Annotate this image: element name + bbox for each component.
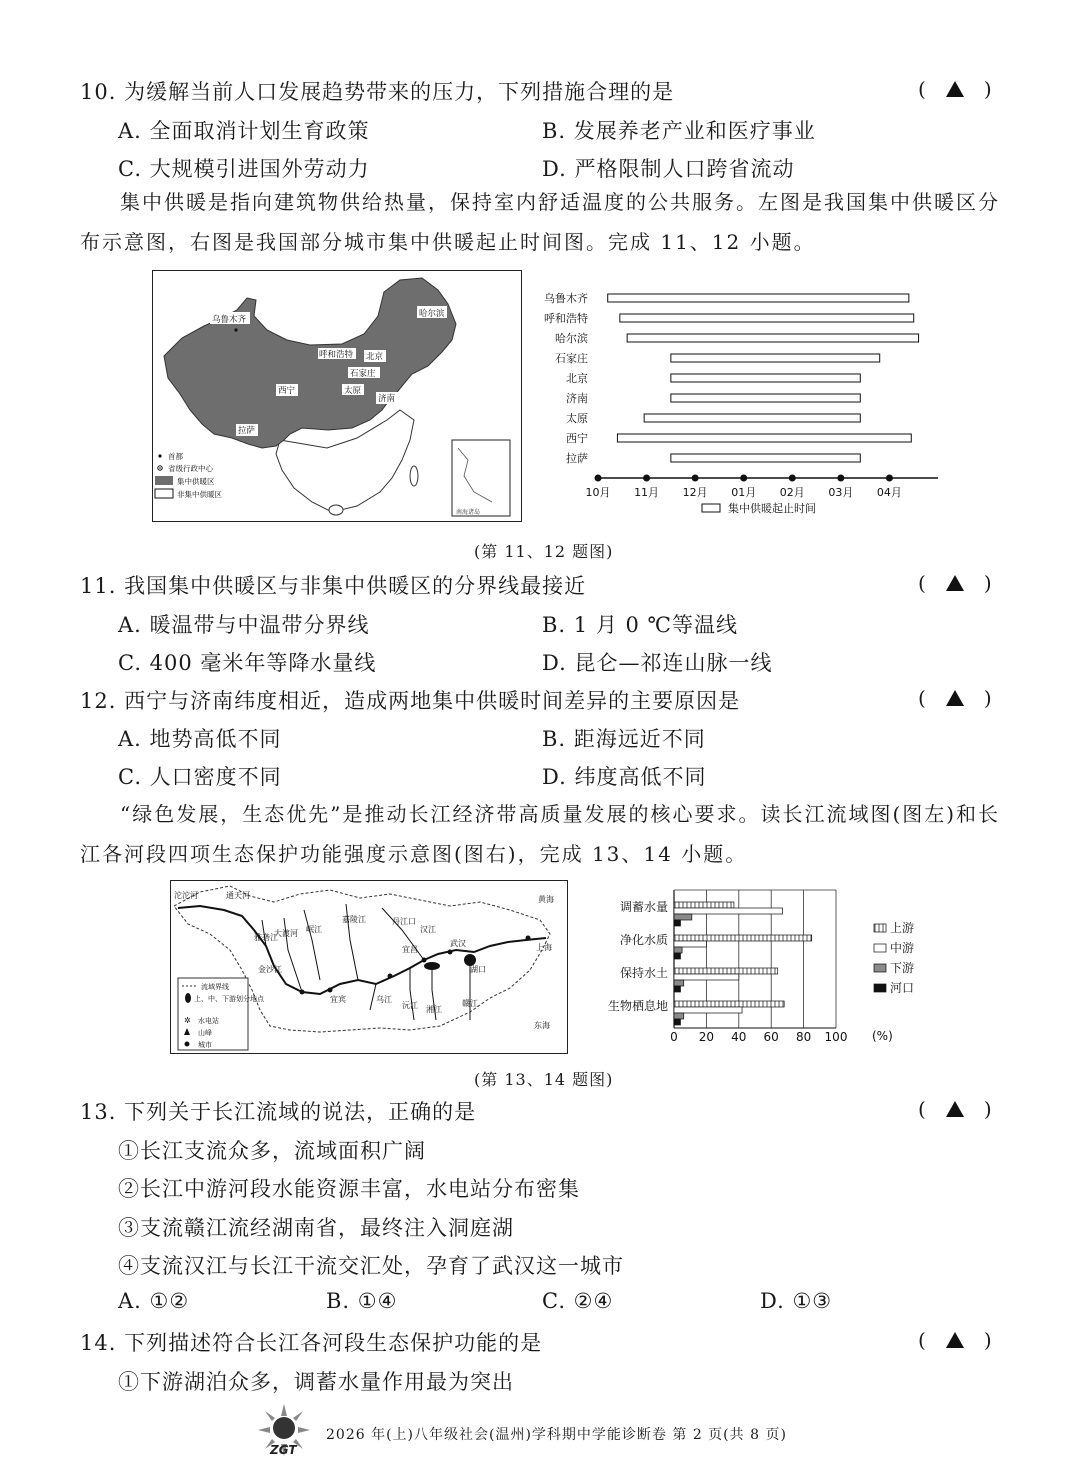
legend-nonheating: 非集中供暖区 (177, 490, 222, 499)
chart1-tick-label: 03月 (828, 486, 854, 499)
heating-zone-map (152, 270, 522, 522)
paren-open: ( (918, 686, 926, 710)
label-tuotuo: 沱沱河 (174, 891, 198, 900)
q13-option-b[interactable]: B. ①④ (326, 1289, 398, 1313)
label-tongtian: 通天河 (226, 891, 250, 900)
triangle-icon (946, 1332, 964, 1348)
chart1-tick-label: 12月 (682, 486, 708, 499)
chart2-legend-swatch (874, 924, 886, 932)
label-shanghai: 上海 (536, 943, 552, 952)
yangtze-basin-map (170, 880, 568, 1054)
q10-option-a[interactable]: A. 全面取消计划生育政策 (118, 119, 370, 143)
hainan-island (329, 505, 343, 515)
q11-option-d[interactable]: D. 昆仑—祁连山脉一线 (542, 651, 773, 675)
city-beijing: 北京 (366, 352, 384, 362)
label-yichang: 宜昌 (402, 945, 418, 954)
q12-option-d[interactable]: D. 纬度高低不同 (542, 765, 707, 789)
q12-option-a[interactable]: A. 地势高低不同 (118, 727, 282, 751)
chart2-bar (674, 1001, 784, 1007)
label-min: 岷江 (306, 925, 322, 934)
label-jialing: 嘉陵江 (342, 915, 366, 924)
chart2-legend-label: 下游 (890, 961, 915, 975)
chart1-category-label: 呼和浩特 (544, 312, 588, 325)
legend-peak: 山峰 (198, 1029, 212, 1037)
q14-item-1: ①下游湖泊众多，调蓄水量作用最为突出 (118, 1370, 514, 1394)
q14-stem: 14. 下列描述符合长江各河段生态保护功能的是 (80, 1331, 543, 1355)
q11-answer-blank[interactable] (918, 571, 992, 595)
legend-heating: 集中供暖区 (177, 477, 215, 486)
q10-option-b[interactable]: B. 发展养老产业和医疗事业 (542, 119, 816, 143)
caption-11-12: (第 11、12 题图) (474, 542, 614, 561)
chart1-tick-label: 01月 (731, 486, 757, 499)
chart1-bar (671, 354, 880, 362)
q13-option-d[interactable]: D. ①③ (760, 1289, 833, 1313)
q11-option-a[interactable]: A. 暖温带与中温带分界线 (118, 613, 370, 637)
chart1-tick-dot (692, 475, 699, 482)
label-yibin: 宜宾 (330, 995, 346, 1004)
city-harbin: 哈尔滨 (419, 309, 445, 319)
label-yuan: 沅江 (402, 1001, 418, 1010)
paren-open: ( (918, 1328, 926, 1352)
city-icon (185, 1042, 190, 1047)
chart2-bar (674, 1013, 684, 1019)
chart1-bar (617, 434, 911, 442)
legend-hydropower: 水电站 (198, 1017, 219, 1025)
chart1-category-label: 拉萨 (566, 452, 588, 465)
logo-text: ZGT (270, 1443, 297, 1457)
triangle-icon (946, 81, 964, 97)
chart1-legend-label: 集中供暖起止时间 (728, 502, 816, 515)
chart1-category-label: 石家庄 (555, 352, 588, 365)
chart2-bar (674, 980, 684, 986)
city-shijiazhuang: 石家庄 (350, 369, 376, 379)
chart1-tick-dot (837, 475, 844, 482)
city-taiyuan: 太原 (344, 386, 362, 396)
label-hukou: 湖口 (470, 965, 486, 974)
q14-answer-blank[interactable] (918, 1328, 992, 1352)
paren-open: ( (918, 571, 926, 595)
chart1-tick-label: 10月 (585, 486, 611, 499)
chart1-tick-dot (595, 475, 602, 482)
triangle-icon (946, 1101, 964, 1117)
chart1-bar (671, 394, 860, 402)
chart2-bar (674, 974, 739, 980)
heating-period-chart (530, 282, 940, 520)
label-xiang: 湘江 (426, 1005, 442, 1014)
city-hohhot: 呼和浩特 (319, 350, 354, 360)
chart1-category-label: 北京 (566, 372, 588, 385)
chart1-tick-dot (886, 475, 893, 482)
chart2-bar (674, 908, 783, 914)
intro-13-14: “绿色发展，生态优先”是推动长江经济带高质量发展的核心要求。读长江流域图(图左)和长江各河段四项生态保护功能强度示意图(图右)，完成 13、14 小题。 (80, 802, 1001, 866)
chart1-bar (620, 314, 914, 322)
label-yellow-sea: 黄海 (538, 895, 554, 904)
label-han: 汉江 (420, 925, 436, 934)
label-dadu: 大渡河 (274, 929, 298, 938)
q13-item-3: ③支流赣江流经湖南省，最终注入洞庭湖 (118, 1216, 514, 1240)
triangle-icon (946, 690, 964, 706)
chart1-bar (671, 454, 860, 462)
taiwan-island (410, 466, 418, 486)
q13-option-c[interactable]: C. ②④ (542, 1289, 614, 1313)
paren-open: ( (918, 77, 926, 101)
triangle-icon (946, 575, 964, 591)
q13-item-4: ④支流汉江与长江干流交汇处，孕育了武汉这一城市 (118, 1254, 624, 1278)
chart1-tick-dot (740, 475, 747, 482)
legend-city: 城市 (198, 1041, 212, 1049)
chart1-tick-label: 04月 (876, 486, 902, 499)
chart2-legend-label: 中游 (890, 941, 915, 955)
chart2-bar (674, 941, 706, 947)
q10-option-d[interactable]: D. 严格限制人口跨省流动 (542, 157, 795, 181)
q12-option-c[interactable]: C. 人口密度不同 (118, 765, 282, 789)
q10-stem: 10. 为缓解当前人口发展趋势带来的压力，下列措施合理的是 (80, 80, 675, 104)
q13-stem: 13. 下列关于长江流域的说法，正确的是 (80, 1100, 477, 1124)
city-jinan: 济南 (378, 394, 396, 404)
chart1-bar (644, 414, 860, 422)
label-east-sea: 东海 (534, 1021, 550, 1030)
q12-answer-blank[interactable] (918, 686, 992, 710)
chart2-bar (674, 935, 812, 941)
chart2-category-label: 生物栖息地 (607, 999, 668, 1013)
intro-11-12: 集中供暖是指向建筑物供给热量，保持室内舒适温度的公共服务。左图是我国集中供暖区分布示意图，右图是我国部分城市集中供暖起止时间图。完成 11、12 小题。 (80, 190, 1000, 254)
paren-close: ) (983, 571, 992, 595)
paren-close: ) (983, 1097, 992, 1121)
q13-item-1: ①长江支流众多，流域面积广阔 (118, 1139, 426, 1163)
chart1-bar (627, 334, 918, 342)
chart2-legend-swatch (874, 984, 886, 992)
label-gan: 赣江 (462, 999, 478, 1008)
chart1-category-label: 太原 (566, 412, 588, 425)
chart1-bar (608, 294, 909, 302)
chart2-tick-label: 60 (763, 1030, 779, 1044)
chart1-category-label: 哈尔滨 (555, 332, 588, 345)
chart2-legend-swatch (874, 944, 886, 952)
legend-capital: 首都 (168, 452, 183, 461)
hydropower-icon: ✲ (184, 1016, 191, 1025)
label-yalong: 雅砻江 (254, 933, 278, 942)
q10-answer-blank[interactable] (918, 77, 992, 101)
chart2-tick-label: 100 (824, 1030, 848, 1044)
chart2-category-label: 调蓄水量 (619, 900, 668, 914)
q13-item-2: ②长江中游河段水能资源丰富，水电站分布密集 (118, 1177, 580, 1201)
publisher-logo (256, 1402, 312, 1458)
chart2-bar (674, 1019, 680, 1025)
paren-close: ) (983, 1328, 992, 1352)
chart2-bar (674, 968, 778, 974)
chart1-tick-label: 11月 (634, 486, 660, 499)
legend-division: 上、中、下游划分地点 (194, 995, 264, 1003)
chart2-category-label: 净化水质 (619, 933, 668, 947)
chart2-tick-label: 80 (795, 1030, 812, 1044)
paren-close: ) (983, 77, 992, 101)
chart2-bar (674, 914, 692, 920)
chart1-bar (671, 374, 860, 382)
eco-function-chart (590, 886, 950, 1050)
city-xining: 西宁 (278, 386, 296, 396)
q12-stem: 12. 西宁与济南纬度相近，造成两地集中供暖时间差异的主要原因是 (80, 689, 741, 713)
chart2-bar (674, 902, 734, 908)
chart2-tick-label: 20 (698, 1030, 715, 1044)
footer-text: 2026 年(上)八年级社会(温州)学科期中学能诊断卷 第 2 页(共 8 页) (326, 1427, 787, 1443)
inset-label: 南海诸岛 (456, 509, 481, 516)
paren-open: ( (918, 1097, 926, 1121)
chart2-legend-swatch (874, 964, 886, 972)
caption-13-14: (第 13、14 题图) (474, 1070, 614, 1089)
chart2-unit: (%) (872, 1029, 893, 1043)
legend-provincial-center: 省级行政中心 (168, 464, 213, 473)
q11-option-b[interactable]: B. 1 月 0 ℃等温线 (542, 613, 739, 637)
chart2-bar (674, 1007, 742, 1013)
chart1-category-label: 西宁 (566, 432, 588, 445)
chart1-category-label: 济南 (566, 392, 588, 405)
q13-option-a[interactable]: A. ①② (118, 1289, 190, 1313)
legend-boundary: 流域界线 (201, 983, 229, 991)
city-urumqi: 乌鲁木齐 (212, 315, 247, 325)
chart1-category-label: 乌鲁木齐 (544, 292, 588, 305)
chart2-tick-label: 0 (670, 1030, 678, 1044)
q10-option-c[interactable]: C. 大规模引进国外劳动力 (118, 157, 370, 181)
chart2-tick-label: 40 (731, 1030, 747, 1044)
chart2-legend-label: 河口 (890, 981, 915, 995)
chart1-legend-swatch (702, 504, 720, 512)
paren-close: ) (983, 686, 992, 710)
city-lhasa: 拉萨 (238, 426, 256, 436)
q11-stem: 11. 我国集中供暖区与非集中供暖区的分界线最接近 (80, 574, 587, 598)
label-wuhan: 武汉 (450, 939, 466, 948)
q11-option-c[interactable]: C. 400 毫米年等降水量线 (118, 651, 377, 675)
chart1-tick-dot (789, 475, 796, 482)
label-jinsha: 金沙江 (258, 965, 282, 974)
chart2-bar (674, 986, 680, 992)
chart1-tick-dot (643, 475, 650, 482)
chart2-bar (674, 920, 680, 926)
label-danjiangkou: 丹江口 (392, 917, 416, 926)
chart2-bar (674, 953, 680, 959)
q13-answer-blank[interactable] (918, 1097, 992, 1121)
chart1-tick-label: 02月 (779, 486, 805, 499)
chart2-legend-label: 上游 (890, 921, 915, 935)
chart2-bar (674, 947, 682, 953)
label-wu: 乌江 (376, 995, 392, 1004)
chart2-category-label: 保持水土 (619, 966, 668, 980)
q12-option-b[interactable]: B. 距海远近不同 (542, 727, 706, 751)
